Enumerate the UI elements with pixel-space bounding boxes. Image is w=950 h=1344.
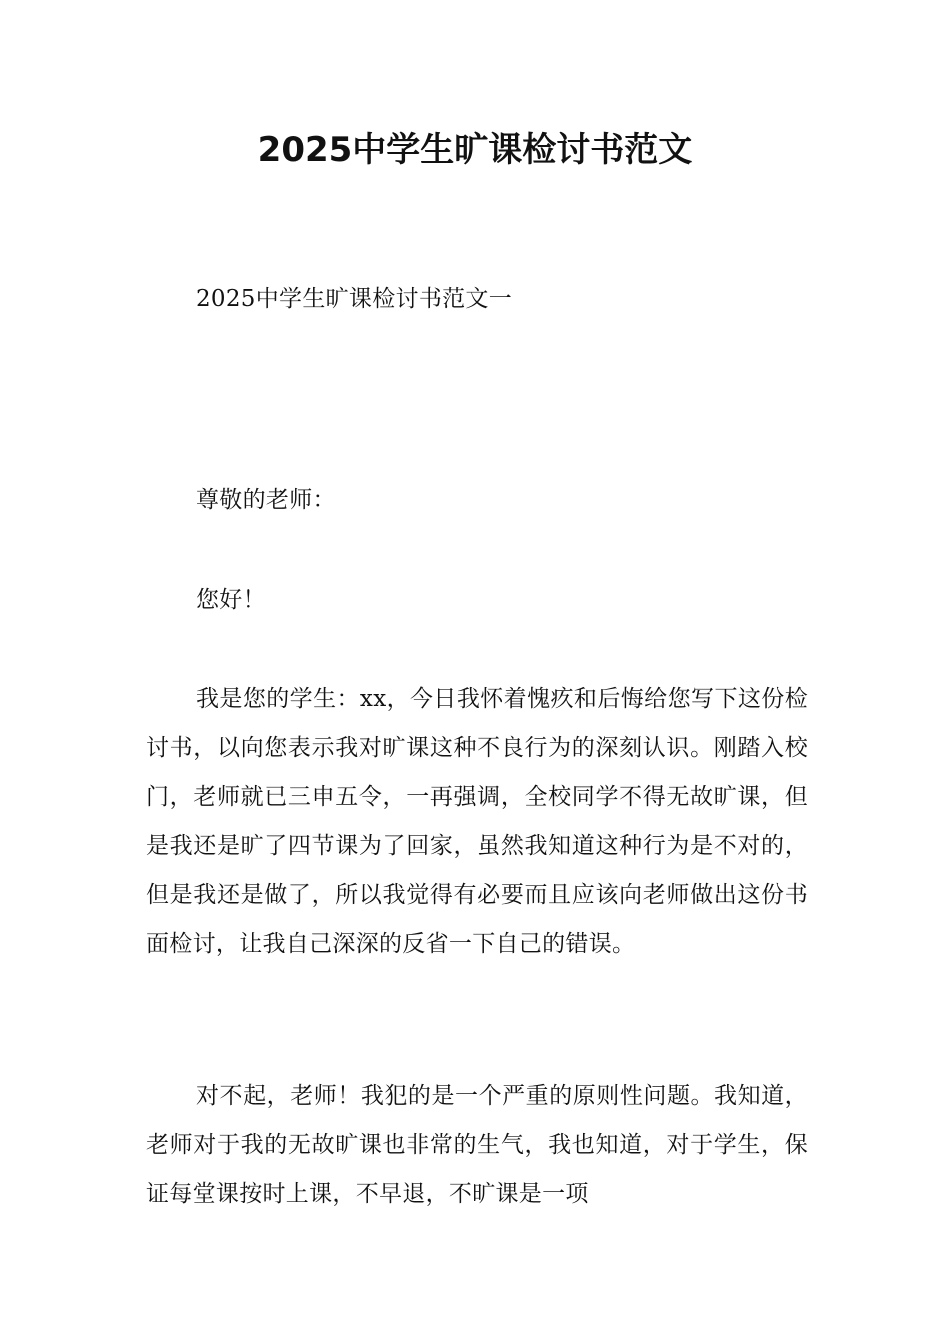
section-heading: 2025中学生旷课检讨书范文一 (196, 286, 513, 312)
salutation: 尊敬的老师： (196, 487, 336, 513)
greeting: 您好！ (196, 587, 266, 613)
document-title: 2025中学生旷课检讨书范文 (257, 130, 693, 170)
body-paragraph: 对不起，老师！我犯的是一个严重的原则性问题。我知道，老师对于我的无故旷课也非常的生气，我也知道，对于学生，保证每堂课按时上课，不早退，不旷课是一项 (146, 1083, 808, 1207)
body-paragraph: 我是您的学生：xx，今日我怀着愧疚和后悔给您写下这份检讨书，以向您表示我对旷课这种不良行为的深刻认识。刚踏入校门，老师就已三申五令，一再强调，全校同学不得无故旷课，但是我还是旷了四节课为了回家，虽然我知道这种行为是不对的，但是我还是做了，所以我觉得有必要而且应该向老师做出这份书面检讨，让我自己深深的反省一下自己的错误。 (146, 686, 808, 957)
